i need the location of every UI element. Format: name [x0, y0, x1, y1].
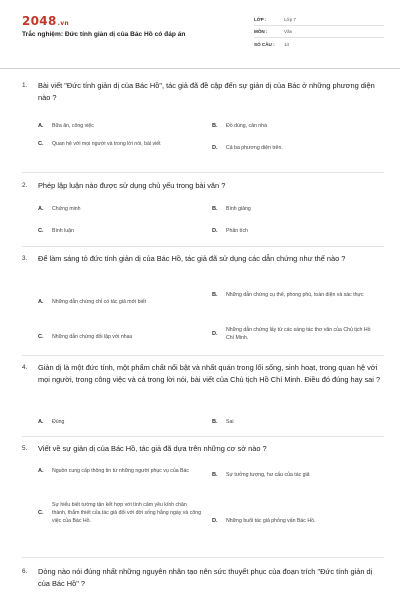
question-divider — [22, 172, 384, 173]
logo-text: 2048 — [22, 14, 57, 28]
option-letter: D. — [212, 145, 218, 151]
option-text: Sai — [226, 419, 234, 425]
option-letter: A. — [38, 206, 44, 212]
option-letter: A. — [38, 123, 44, 129]
option-letter: A. — [38, 419, 44, 425]
option-d[interactable] — [212, 227, 382, 235]
option-a[interactable] — [38, 205, 198, 213]
question-divider — [22, 557, 384, 558]
question-divider — [22, 355, 384, 356]
option-letter: C. — [38, 510, 44, 516]
option-letter: B. — [212, 123, 218, 129]
option-b[interactable] — [212, 418, 382, 426]
option-letter: B. — [212, 472, 218, 478]
option-text: Bình giảng — [226, 206, 251, 212]
option-d[interactable] — [212, 144, 382, 152]
meta-value: Lớp 7 — [284, 17, 296, 22]
question-number: 4. — [22, 364, 28, 371]
option-a[interactable] — [38, 418, 198, 426]
header-divider — [0, 68, 400, 69]
header — [0, 0, 400, 68]
option-text: Bữa ăn, công việc — [52, 123, 94, 129]
option-c[interactable] — [38, 501, 210, 525]
meta-label: LỚP : — [254, 17, 267, 22]
option-letter: B. — [212, 419, 218, 425]
option-text: Những buổi tác giả phỏng vấn Bác Hồ. — [226, 518, 316, 524]
question-divider — [22, 436, 384, 437]
option-letter: C. — [38, 228, 44, 234]
meta-value: Văn — [284, 29, 293, 34]
logo-suffix: .vn — [57, 20, 69, 27]
question-text: Phép lập luận nào được sử dụng chủ yếu trong bài văn ? — [38, 181, 226, 190]
option-letter: D. — [212, 518, 218, 524]
site-logo[interactable] — [22, 14, 69, 28]
meta-label: MÔN : — [254, 29, 268, 34]
option-text: Sự hiểu biết tường tận kết hợp với tình cảm yêu kính chân thành, thắm thiết của tác giả đối với đời sống hằng ngày và công việc của Bác Hồ. — [52, 502, 201, 524]
option-d[interactable] — [212, 517, 384, 525]
question-text: Bài viết "Đức tính giản dị của Bác Hồ", tác giả đã đề cập đến sự giản dị của Bác ở những phương diện nào ? — [38, 81, 375, 102]
option-a[interactable] — [38, 467, 210, 475]
option-letter: C. — [38, 334, 44, 340]
question-text: Viết về sự giản dị của Bác Hồ, tác giả đã dựa trên những cơ sở nào ? — [38, 444, 267, 453]
option-b[interactable] — [212, 471, 384, 479]
option-letter: A. — [38, 299, 44, 305]
question-text: Để làm sáng tỏ đức tính giản dị của Bác Hồ, tác giả đã sử dụng các dẫn chứng như thế nào ? — [38, 254, 346, 263]
option-letter: C. — [38, 141, 44, 147]
option-text: Những dẫn chứng chỉ có tác giả mới biết — [52, 299, 146, 305]
option-c[interactable] — [38, 227, 198, 235]
option-b[interactable] — [212, 291, 384, 299]
option-a[interactable] — [38, 122, 198, 130]
quiz-meta — [254, 14, 384, 50]
meta-value: 14 — [284, 41, 290, 47]
meta-row-class — [254, 14, 384, 26]
meta-label: SỐ CÂU : — [254, 41, 275, 47]
question-number: 2. — [22, 182, 28, 189]
meta-row-count — [254, 38, 384, 50]
option-b[interactable] — [212, 122, 382, 130]
option-text: Phân tích — [226, 228, 248, 234]
question-text: Dòng nào nói đúng nhất những nguyên nhân tạo nên sức thuyết phục của đoạn trích "Đức tính giản dị của Bác Hồ" ? — [38, 567, 373, 588]
option-letter: D. — [212, 228, 218, 234]
question-number: 1. — [22, 82, 28, 89]
question-number: 3. — [22, 255, 28, 262]
option-text: Cả ba phương diện trên. — [226, 145, 283, 151]
option-letter: D. — [212, 331, 218, 337]
option-text: Những dẫn chứng đối lập với nhau — [52, 334, 133, 340]
option-c[interactable] — [38, 140, 198, 148]
option-text: Sự tưởng tượng, hư cấu của tác giả — [226, 472, 310, 478]
page-title: Trắc nghiệm: Đức tính giản dị của Bác Hồ có đáp án — [22, 31, 186, 38]
question-number: 6. — [22, 568, 28, 575]
question-text: Giản dị là một đức tính, một phẩm chất nổi bật và nhất quán trong lối sống, sinh hoạt, trong quan hệ với mọi người, trong công việc và cả trong lời nói, bài viết của Chủ tịch Hồ Chí Minh. Điều đó đúng hay sai ? — [38, 363, 381, 384]
option-b[interactable] — [212, 205, 382, 213]
option-text: Những dẫn chứng cụ thể, phong phú, toàn diện và xác thực — [226, 292, 364, 298]
option-text: Đồ dùng, căn nhà — [226, 123, 267, 129]
option-text: Đúng — [52, 419, 65, 425]
option-letter: B. — [212, 206, 218, 212]
option-letter: A. — [38, 468, 44, 474]
meta-row-subject — [254, 26, 384, 38]
option-letter: B. — [212, 292, 218, 298]
question-divider — [22, 246, 384, 247]
question-number: 5. — [22, 445, 28, 452]
option-text: Bình luận — [52, 228, 74, 234]
option-a[interactable] — [38, 298, 210, 306]
option-text: Chứng minh — [52, 206, 81, 212]
option-text: Quan hệ với mọi người và trong lời nói, bài viết — [52, 141, 161, 147]
option-c[interactable] — [38, 333, 210, 341]
option-d[interactable] — [212, 326, 384, 342]
option-text: Những dẫn chứng lấy từ các sáng tác thơ văn của Chủ tịch Hồ Chí Minh. — [226, 327, 371, 341]
option-text: Nguồn cung cấp thông tin từ những người phục vụ của Bác — [52, 468, 189, 474]
